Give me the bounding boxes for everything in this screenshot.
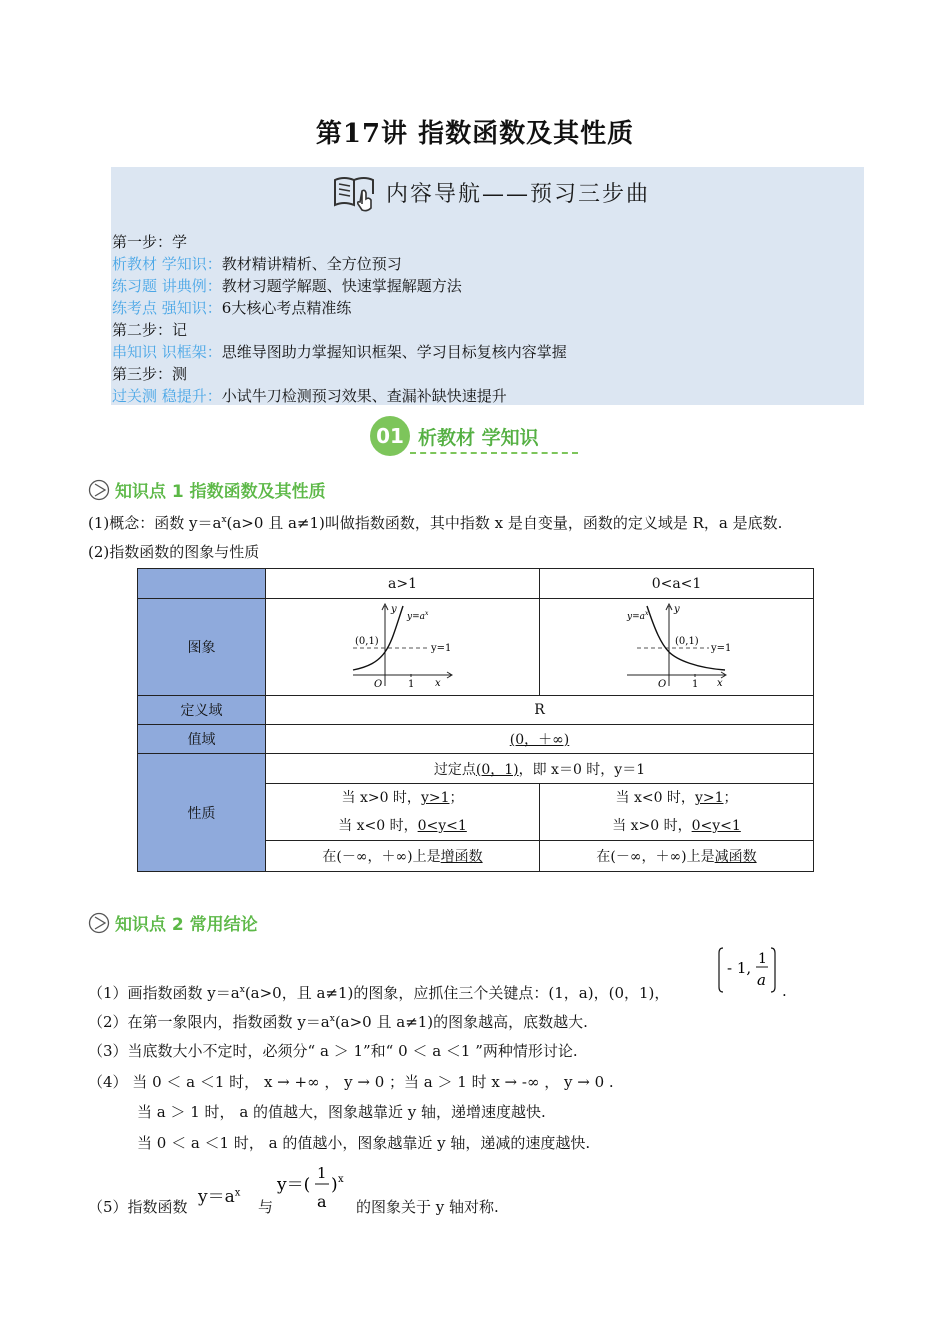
navigation-heading-text: 内容导航——预习三步曲 — [386, 181, 651, 207]
graph-increasing-cell — [266, 599, 540, 696]
play-circle-icon — [88, 912, 110, 934]
conclusion-3: （3）当底数大小不定时，必须分“ a ＞ 1”和“ 0 ＜ a ＜1 ”两种情形讨论. — [88, 1042, 578, 1060]
header-blank-cell — [138, 569, 266, 599]
step-2: 第二步：记 — [112, 321, 188, 339]
range-value: (0，＋∞) — [509, 732, 570, 748]
label-point: (0,1) — [354, 636, 379, 647]
row-range-label: 值域 — [138, 725, 266, 754]
monotonic-increasing: 在(－∞，＋∞)上是增函数 — [266, 841, 540, 872]
label-one: 1 — [407, 679, 414, 690]
label-origin: O — [373, 679, 382, 690]
section-underline — [410, 452, 578, 454]
increasing-exponential-graph — [343, 600, 463, 690]
props-decreasing-cell: 当 x<0 时，y>1； 当 x>0 时，0<y<1 — [540, 784, 814, 841]
conclusion-2: （2）在第一象限内，指数函数 $y=a^x(a>0$ 且 a≠1)的图象越高，底数越大. — [88, 1013, 588, 1031]
domain-value: R — [266, 696, 814, 725]
row-properties-label: 性质 — [138, 754, 266, 872]
properties-table — [137, 568, 814, 872]
formula-y-eq-a-x: $y=a^x$ — [198, 1187, 241, 1207]
label-x-axis: x — [716, 678, 723, 689]
nav-item: 串知识 识框架：思维导图助力掌握知识框架、学习目标复核内容掌握 — [112, 343, 567, 361]
nav-item: 练习题 讲典例：教材习题学解题、快速掌握解题方法 — [112, 277, 462, 295]
nav-item: 练考点 强知识：6大核心考点精准练 — [112, 299, 352, 317]
svg-text:y＝(: y＝( — [277, 1175, 311, 1195]
kp1-concept: (1)概念：函数 $y=a^x(a>0$ 且 a≠1)叫做指数函数，其中指数 x 是自变量，函数的定义域是 R，a 是底数. — [88, 514, 783, 532]
conclusion-5-label: （5）指数函数 — [88, 1198, 188, 1216]
label-origin: O — [657, 679, 666, 690]
svg-text:x: x — [338, 1174, 344, 1185]
conclusion-5-rest: 的图象关于 y 轴对称. — [356, 1198, 499, 1216]
nav-item: 过关测 稳提升：小试牛刀检测预习效果、查漏补缺快速提升 — [112, 387, 507, 405]
label-asymptote: y=1 — [430, 643, 451, 654]
conclusion-4-a-lt-1: 当 0 ＜ a ＜1 时， a 的值越小，图象越靠近 y 轴，递减的速度越快. — [137, 1134, 591, 1152]
section-number: 01 — [370, 416, 410, 456]
section-label: 析教材 学知识 — [418, 426, 539, 449]
fixed-point-cell: 过定点(0，1)，即 x＝0 时，y＝1 — [266, 754, 814, 784]
kp1-graph-intro: (2)指数函数的图象与性质 — [88, 543, 260, 561]
monotonic-decreasing: 在(－∞，＋∞)上是减函数 — [540, 841, 814, 872]
book-pointer-icon — [332, 172, 380, 212]
conclusion-5-with: 与 — [258, 1198, 274, 1216]
step-3: 第三步：测 — [112, 365, 188, 383]
navigation-heading — [332, 172, 650, 212]
knowledge-point-2-heading: 知识点 2 常用结论 — [88, 910, 258, 935]
conclusion-4: （4） 当 0 ＜ a ＜1 时， x → +∞ ， y → 0 ；当 a ＞ 1 时 x → -∞ ， y → 0 . — [88, 1073, 614, 1091]
conclusion-4-a-gt-1: 当 a ＞ 1 时， a 的值越大，图象越靠近 y 轴，递增速度越快. — [137, 1103, 546, 1121]
label-y-axis: y — [390, 604, 397, 615]
label-asymptote: y=1 — [710, 643, 731, 654]
section-badge — [370, 416, 539, 456]
svg-text:a: a — [317, 1192, 327, 1211]
decreasing-exponential-graph — [617, 600, 737, 690]
col-a-lt-1: 0<a<1 — [540, 569, 814, 599]
conclusion-1-period: . — [782, 982, 787, 1000]
play-circle-icon — [88, 479, 110, 501]
conclusion-1: （1）画指数函数 $y=a^x(a>0$，且 a≠1)的图象，应抓住三个关键点：(1，a)，(0，1)， — [88, 984, 670, 1002]
page-title: 第17讲 指数函数及其性质 — [315, 119, 635, 149]
label-y-axis: y — [673, 604, 680, 615]
knowledge-point-1-heading: 知识点 1 指数函数及其性质 — [88, 477, 326, 502]
label-point: (0,1) — [674, 636, 699, 647]
col-a-gt-1: a>1 — [266, 569, 540, 599]
svg-text:- 1,: - 1, — [727, 959, 752, 977]
formula-y-eq-inverse-a-x — [275, 1160, 355, 1216]
props-increasing-cell: 当 x>0 时，y>1； 当 x<0 时，0<y<1 — [266, 784, 540, 841]
label-one: 1 — [691, 679, 698, 690]
label-curve: $y=a^x$ — [626, 610, 648, 622]
svg-text:): ) — [331, 1175, 338, 1195]
key-point-matrix — [718, 945, 780, 995]
svg-text:a: a — [757, 971, 766, 989]
row-domain-label: 定义域 — [138, 696, 266, 725]
label-x-axis: x — [434, 678, 441, 689]
svg-text:1: 1 — [758, 951, 767, 967]
nav-item: 析教材 学知识：教材精讲精析、全方位预习 — [112, 255, 402, 273]
label-curve: $y=a^x$ — [406, 610, 428, 622]
step-1: 第一步：学 — [112, 233, 188, 251]
row-graph-label: 图象 — [138, 599, 266, 696]
svg-text:1: 1 — [317, 1164, 327, 1182]
graph-decreasing-cell — [540, 599, 814, 696]
